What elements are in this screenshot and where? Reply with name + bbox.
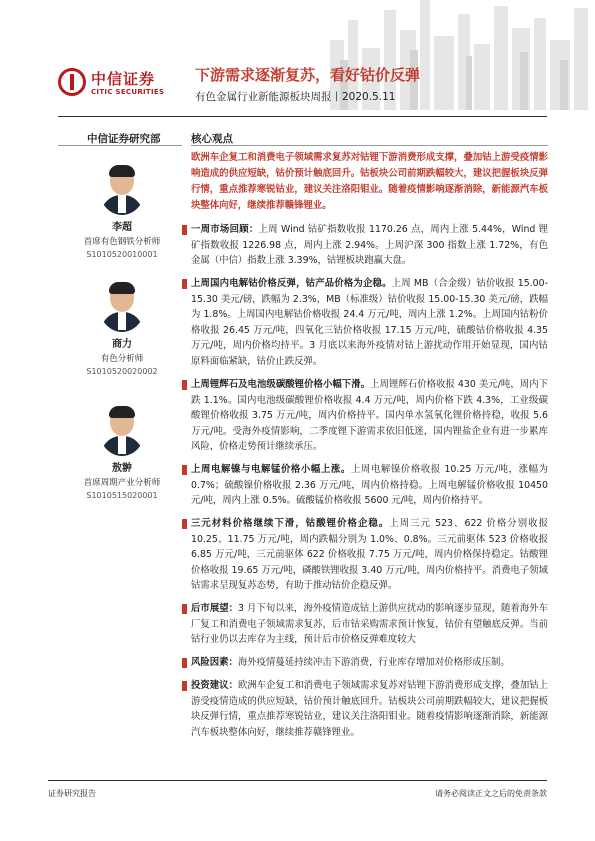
analyst-card	[58, 163, 186, 259]
analyst-photo	[99, 404, 145, 456]
analyst-name: 商力	[112, 339, 132, 350]
citic-logo-icon	[58, 68, 86, 96]
section-paragraph	[191, 276, 548, 370]
footer-divider	[48, 780, 547, 781]
bullet-marker	[182, 380, 187, 390]
section-paragraph	[191, 222, 548, 269]
bullet-marker	[182, 279, 187, 289]
analyst-photo	[99, 163, 145, 215]
logo-name-cn: 中信证券	[91, 70, 156, 88]
sidebar-heading: 中信证券研究部	[87, 133, 161, 145]
analyst-card	[58, 404, 186, 500]
analyst-id: S1010520010001	[86, 250, 158, 259]
report-subtitle: 有色金属行业新能源板块周报丨2020.5.11	[195, 91, 396, 103]
section-lead: 上周锂辉石及电池级碳酸锂价格小幅下滑。	[191, 379, 371, 390]
section-paragraph	[191, 377, 548, 455]
section-paragraph	[191, 601, 548, 648]
section-paragraph	[191, 678, 548, 740]
bullet-marker	[182, 658, 187, 668]
analyst-card	[58, 280, 186, 376]
section-text: 上周三元 523、622 价格分别收报 10.25、11.75 万元/吨，周内跌幅分别为 1.0%、0.8%。三元前驱体 523 价格收报 6.85 万元/吨，三元前驱体 622 价格收报 7.75 万元/吨，周内价格保持稳定。钴酸锂价格收报 19.65 万元/吨，磷酸铁锂收报 3.40 万元/吨，周内价格持平。消费电子领域钴需求呈现复苏态势，有助于推动钴价企稳反弹。	[191, 518, 548, 592]
section-paragraph	[191, 462, 548, 509]
section-paragraph	[191, 655, 548, 671]
section-text: 上周锂辉石价格收报 430 美元/吨，周内下跌 1.1%。国内电池级碳酸锂价格收报 4.4 万元/吨，周内价格下跌 4.3%，工业级碳酸锂价格收报 3.75 万元/吨，周内价格持平。国内单水氢氧化锂价格持稳，收报 5.6 万元/吨。受海外疫情影响，二季度锂下游需求依旧低迷，国内锂盐企业有进一步累库风险，价格走势预计继续承压。	[191, 379, 548, 453]
header-divider	[58, 116, 547, 117]
section-lead: 投资建议：	[191, 680, 238, 691]
analyst-role: 有色分析师	[100, 354, 144, 364]
section-lead: 上周国内电解钴价格反弹，钴产品价格为企稳。	[191, 278, 392, 289]
bullet-marker	[182, 519, 187, 529]
footer-right: 请务必阅读正文之后的免责条款	[435, 789, 547, 798]
bullet-marker	[182, 465, 187, 475]
section-lead: 三元材料价格继续下滑，钴酸锂价格企稳。	[191, 518, 390, 529]
section-paragraph	[191, 516, 548, 594]
section-text: 欧洲车企复工和消费电子领域需求复苏对钴锂下游消费形成支撑，叠加钴上游受疫情造成的供应短缺，钴价预计触底回升。钴板块公司前期跌幅较大，建议把握板块反弹行情，重点推荐寒锐钴业，建议关注洛阳钼业。随着疫情影响逐渐消除，新能源汽车板块整体向好，继续推荐赣锋锂业。	[191, 680, 548, 738]
bullet-marker	[182, 225, 187, 235]
section-text: 上周 Wind 钴矿指数收报 1170.26 点，周内上涨 5.44%，Wind 锂矿指数收报 1226.98 点，周内上涨 2.94%。上周沪深 300 指数上涨 1.72%，有色金属（中信）指数上涨 3.39%，钴锂板块跑赢大盘。	[191, 224, 548, 267]
footer-left: 证券研究报告	[48, 789, 96, 798]
section-lead: 上周电解镍与电解锰价格小幅上涨。	[191, 464, 351, 475]
logo-name-en: CITIC SECURITIES	[91, 88, 165, 96]
main-heading: 核心观点	[191, 133, 233, 145]
citic-logo	[58, 66, 208, 106]
analyst-id: S1010515020001	[86, 491, 158, 500]
analyst-name: 李超	[112, 222, 132, 233]
report-title: 下游需求逐渐复苏，看好钴价反弹	[195, 66, 421, 84]
section-text: 上周 MB（合金级）钴价收报 15.00-15.30 美元/磅，跌幅为 2.3%，MB（标准级）钴价收报 15.00-15.30 美元/磅，跌幅为 1.8%。上周国内电解钴价格收报 24.4 万元/吨，周内上涨 1.2%。上周国内钴粉价格收报 26.45 万元/吨，四氧化三钴价格收报 17.15 万元/吨，硫酸钴价格收报 4.35 万元/吨，周内价格均持平。3 月底以来海外疫情对钴上游扰动作用开始显现，国内钴原料面临紧缺，钴价止跌反弹。	[191, 278, 548, 367]
analyst-role: 首席有色钢铁分析师	[83, 237, 161, 247]
section-lead: 风险因素：	[191, 657, 238, 668]
bullet-marker	[182, 604, 187, 614]
section-lead: 一周市场回顾：	[191, 224, 259, 235]
sidebar-heading-divider	[58, 145, 182, 146]
section-lead: 后市展望：	[191, 603, 239, 614]
analyst-name: 敖翀	[112, 463, 132, 474]
analyst-id: S1010520020002	[86, 367, 158, 376]
analyst-role: 首席周期产业分析师	[83, 478, 161, 488]
bullet-marker	[182, 681, 187, 691]
section-text: 3 月下旬以来，海外疫情造成钴上游供应扰动的影响逐步显现，随着海外车厂复工和消费电子领域需求复苏，后市钴采购需求预计恢复，钴价有望触底反弹。当前钴行业仍以去库存为主线，预计后市价格反弹难度较大	[191, 603, 548, 646]
analyst-photo	[99, 280, 145, 332]
section-text: 上周电解镍价格收报 10.25 万元/吨，涨幅为 0.7%；硫酸镍价格收报 2.36 万元/吨，周内价格持稳。上周电解锰价格收报 10450 元/吨，周内上涨 0.5%。硫酸锰价格收报 5600 元/吨，周内价格持平。	[191, 464, 548, 507]
summary-paragraph: 欧洲车企复工和消费电子领域需求复苏对钴锂下游消费形成支撑，叠加钴上游受疫情影响造成的供应短缺，钴价预计触底回升。钴板块公司前期跌幅较大，建议把握板块反弹行情，重点推荐寒锐钴业，建议关注洛阳钼业。随着疫情影响逐渐消除，新能源汽车板块整体向好，继续推荐赣锋锂业。	[191, 152, 548, 211]
section-text: 海外疫情蔓延持续冲击下游消费，行业库存增加对价格形成压制。	[237, 657, 510, 668]
main-heading-divider	[191, 145, 548, 146]
